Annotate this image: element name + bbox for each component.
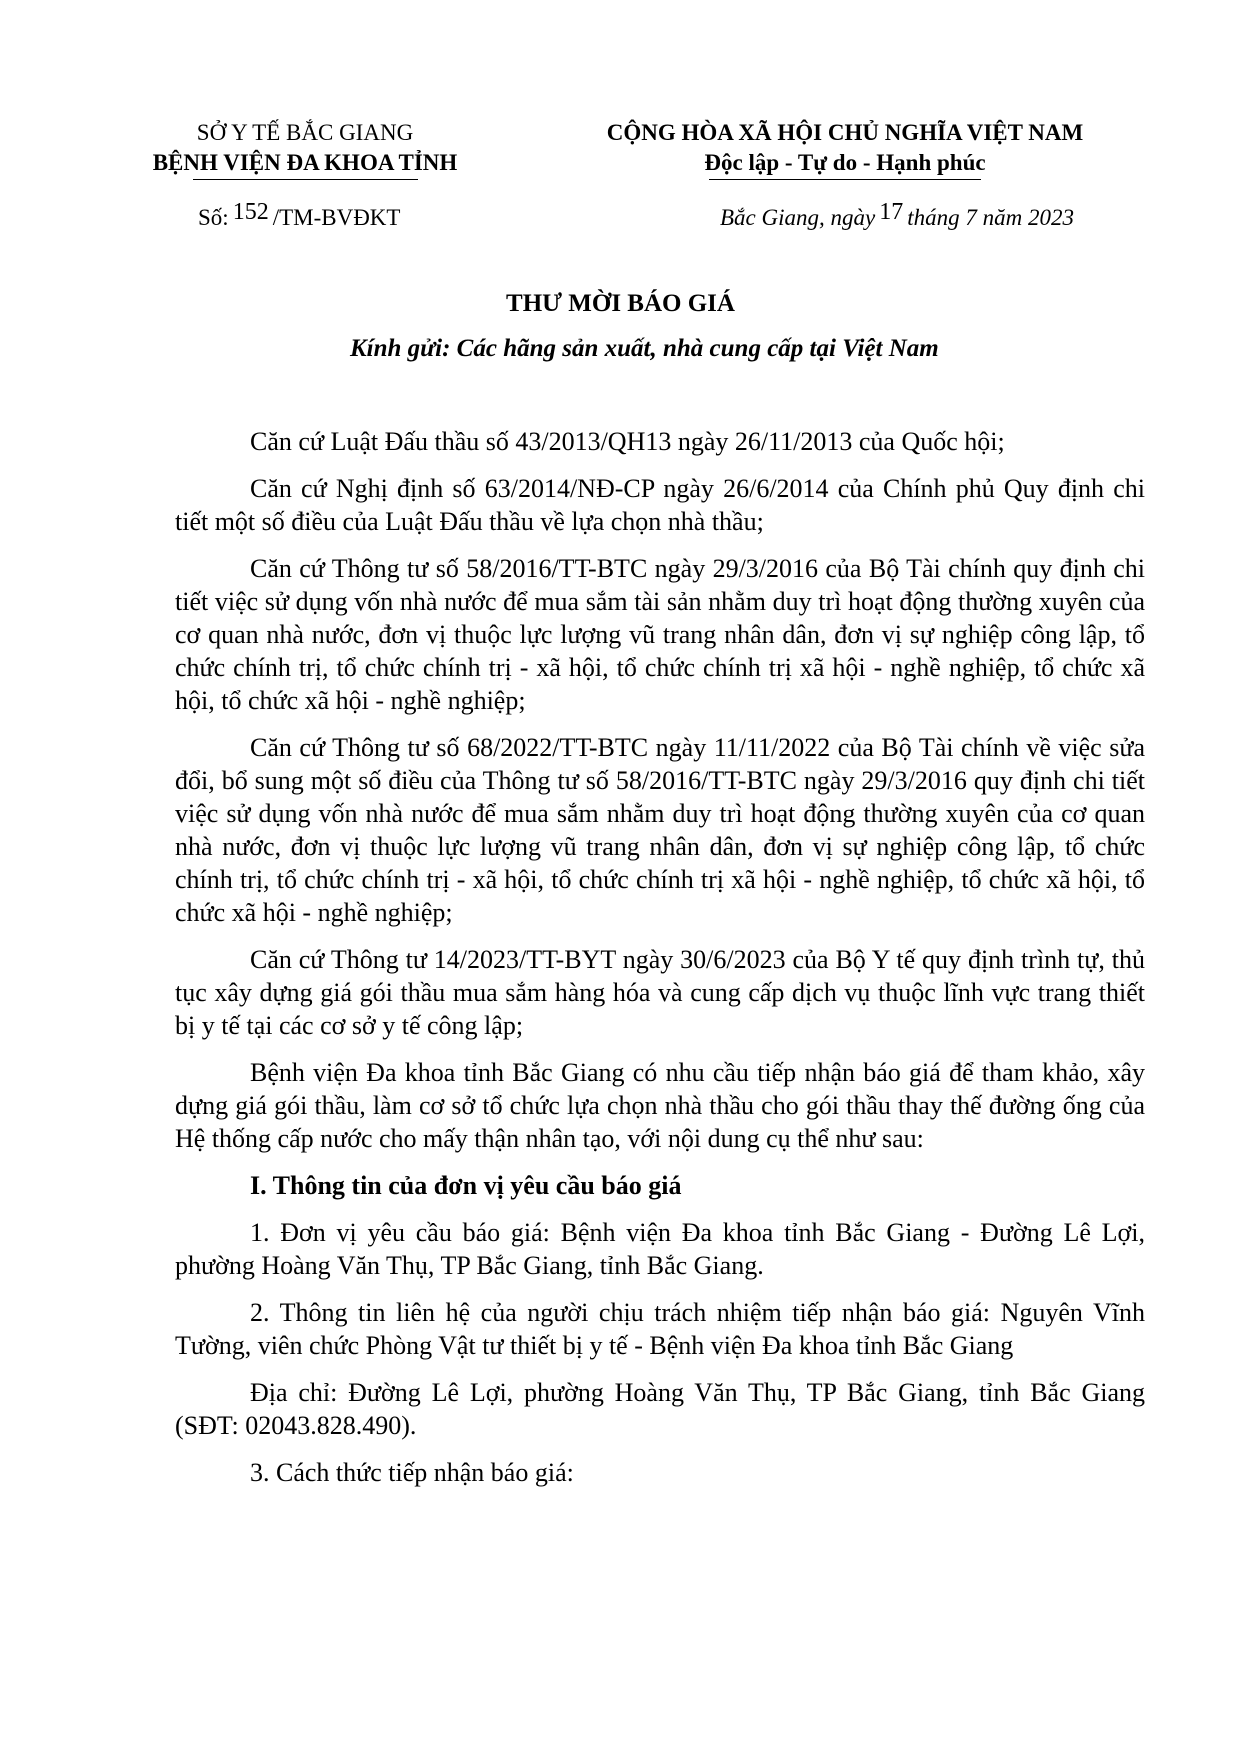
place-and-date — [720, 199, 1074, 232]
contact-address: Địa chỉ: Đường Lê Lợi, phường Hoàng Văn Thụ, TP Bắc Giang, tỉnh Bắc Giang (SĐT: 02043.828.490). — [175, 1378, 1145, 1440]
document-number-value: 152 — [232, 199, 269, 225]
legal-basis-paragraph: Căn cứ Thông tư số 68/2022/TT-BTC ngày 11/11/2022 của Bộ Tài chính về việc sửa đổi, bổ sung một số điều của Thông tư số 58/2016/TT-BTC ngày 29/3/2016 quy định chi tiết việc sử dụng vốn nhà nước để mua sắm nhằm duy trì hoạt động thường xuyên của cơ quan nhà nước, đơn vị thuộc lực lượng vũ trang nhân dân, đơn vị sự nghiệp công lập, tổ chức chính trị, tổ chức chính trị - xã hội, tổ chức chính trị xã hội - nghề nghiệp, tổ chức xã hội, tổ chức xã hội - nghề nghiệp; — [175, 733, 1145, 927]
document-number — [198, 199, 401, 232]
national-heading — [520, 118, 1170, 180]
motto-underline — [709, 179, 981, 180]
request-paragraph: Bệnh viện Đa khoa tỉnh Bắc Giang có nhu cầu tiếp nhận báo giá để tham khảo, xây dựng giá gói thầu, làm cơ sở tổ chức lựa chọn nhà thầu cho gói thầu thay thế đường ống của Hệ thống cấp nước cho mấy thận nhân tạo, với nội dung cụ thể như sau: — [175, 1058, 1145, 1153]
section-item: 2. Thông tin liên hệ của người chịu trách nhiệm tiếp nhận báo giá: Nguyên Vĩnh Tường, viên chức Phòng Vật tư thiết bị y tế - Bệnh viện Đa khoa tỉnh Bắc Giang — [175, 1298, 1145, 1360]
recipient-line: Kính gửi: Các hãng sản xuất, nhà cung cấp tại Việt Nam — [350, 335, 939, 362]
document-title: THƯ MỜI BÁO GIÁ — [506, 290, 735, 317]
document-number-suffix: /TM-BVĐKT — [272, 205, 401, 230]
national-motto: Độc lập - Tự do - Hạnh phúc — [704, 150, 986, 175]
issuer-underline — [193, 179, 418, 180]
legal-basis-paragraph: Căn cứ Thông tư số 58/2016/TT-BTC ngày 29/3/2016 của Bộ Tài chính quy định chi tiết việc sử dụng vốn nhà nước để mua sắm tài sản nhằm duy trì hoạt động thường xuyên của cơ quan nhà nước, đơn vị thuộc lực lượng vũ trang nhân dân, đơn vị sự nghiệp công lập, tổ chức chính trị, tổ chức chính trị - xã hội, tổ chức chính trị xã hội - nghề nghiệp, tổ chức xã hội, tổ chức xã hội - nghề nghiệp; — [175, 554, 1145, 715]
section-heading: I. Thông tin của đơn vị yêu cầu báo giá — [250, 1171, 682, 1200]
legal-basis-paragraph: Căn cứ Luật Đấu thầu số 43/2013/QH13 ngày 26/11/2013 của Quốc hội; — [250, 427, 1005, 456]
place-date-prefix: Bắc Giang, ngày — [720, 205, 876, 230]
section-item: 3. Cách thức tiếp nhận báo giá: — [250, 1458, 574, 1487]
document-body — [175, 425, 1145, 1503]
place-date-suffix: tháng 7 năm 2023 — [907, 205, 1074, 230]
legal-basis-paragraph: Căn cứ Thông tư 14/2023/TT-BYT ngày 30/6/2023 của Bộ Y tế quy định trình tự, thủ tục xây dựng giá gói thầu mua sắm hàng hóa và cung cấp dịch vụ thuộc lĩnh vực trang thiết bị y tế tại các cơ sở y tế công lập; — [175, 945, 1145, 1040]
issuer-block — [130, 118, 480, 180]
country-name: CỘNG HÒA XÃ HỘI CHỦ NGHĨA VIỆT NAM — [606, 120, 1084, 145]
document-number-prefix: Số: — [198, 205, 229, 230]
legal-basis-paragraph: Căn cứ Nghị định số 63/2014/NĐ-CP ngày 26/6/2014 của Chính phủ Quy định chi tiết một số điều của Luật Đấu thầu về lựa chọn nhà thầu; — [175, 474, 1145, 536]
organization-name: BỆNH VIỆN ĐA KHOA TỈNH — [152, 150, 458, 175]
date-day: 17 — [879, 199, 904, 225]
parent-organization: SỞ Y TẾ BẮC GIANG — [196, 120, 414, 145]
section-item: 1. Đơn vị yêu cầu báo giá: Bệnh viện Đa khoa tỉnh Bắc Giang - Đường Lê Lợi, phường Hoàng Văn Thụ, TP Bắc Giang, tỉnh Bắc Giang. — [175, 1218, 1145, 1280]
